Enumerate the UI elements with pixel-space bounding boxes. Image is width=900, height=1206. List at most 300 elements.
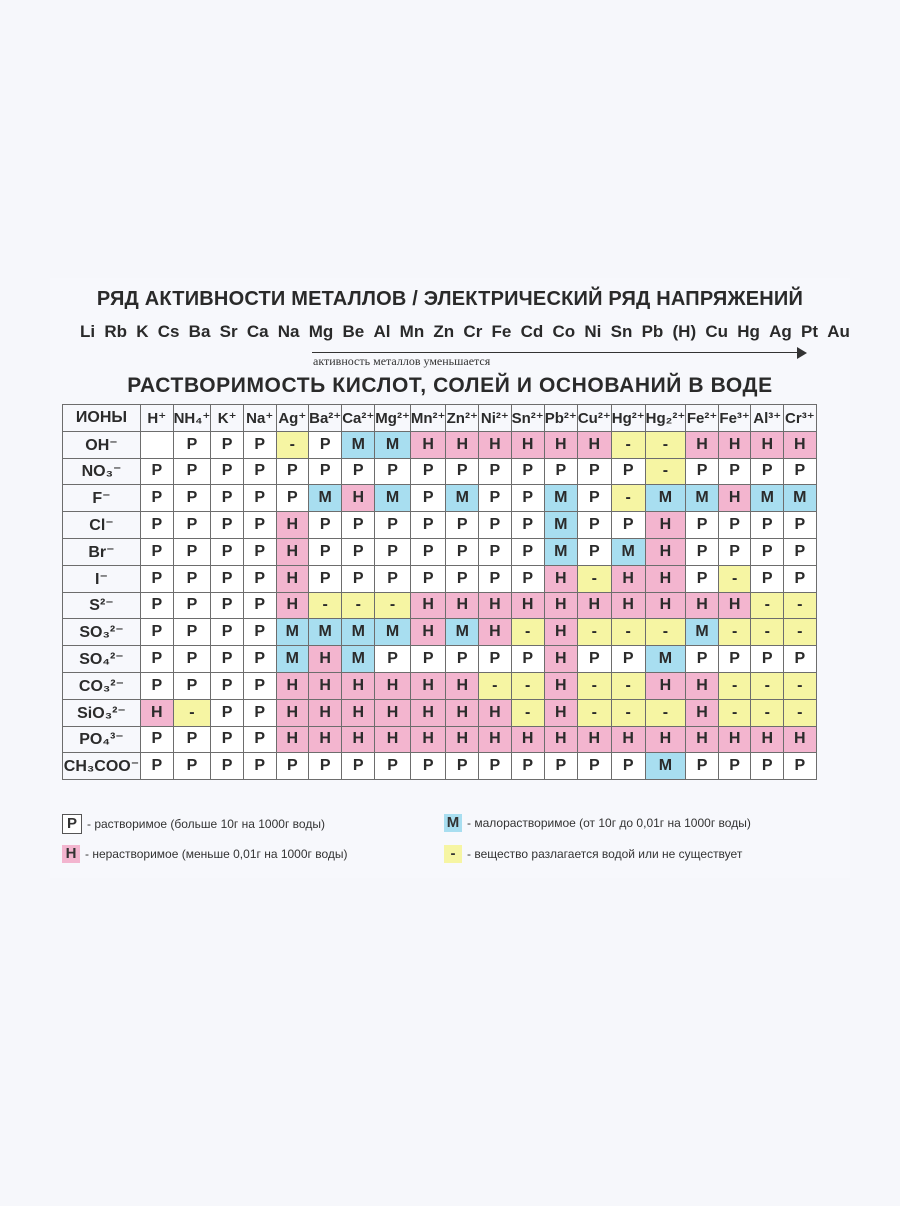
solubility-cell: - xyxy=(611,485,645,512)
anion-label: NO₃⁻ xyxy=(63,458,141,485)
solubility-cell: - xyxy=(276,431,309,458)
solubility-cell: P xyxy=(342,753,375,780)
solubility-cell: H xyxy=(544,726,577,753)
solubility-cell: - xyxy=(718,672,751,699)
metal-symbol: Mn xyxy=(399,322,425,341)
solubility-cell: P xyxy=(511,753,544,780)
solubility-cell: P xyxy=(141,753,174,780)
solubility-cell: M xyxy=(342,646,375,673)
solubility-cell: H xyxy=(446,431,479,458)
anion-label: I⁻ xyxy=(63,565,141,592)
solubility-cell: P xyxy=(375,646,411,673)
solubility-cell: H xyxy=(577,726,611,753)
cation-header: Hg²⁺ xyxy=(611,405,645,432)
solubility-cell: M xyxy=(375,485,411,512)
solubility-cell: P xyxy=(141,726,174,753)
solubility-cell: P xyxy=(751,458,784,485)
solubility-cell: H xyxy=(645,726,686,753)
solubility-cell: M xyxy=(375,431,411,458)
table-row xyxy=(63,485,817,512)
solubility-cell: P xyxy=(511,512,544,539)
solubility-title: РАСТВОРИМОСТЬ КИСЛОТ, СОЛЕЙ И ОСНОВАНИЙ В ВОДЕ xyxy=(127,374,773,397)
legend-soluble-text: - растворимое (больше 10г на 1000г воды) xyxy=(87,817,325,831)
solubility-cell: M xyxy=(544,485,577,512)
solubility-cell: P xyxy=(751,538,784,565)
solubility-cell: H xyxy=(611,592,645,619)
solubility-cell: H xyxy=(544,592,577,619)
solubility-cell: - xyxy=(577,672,611,699)
solubility-cell: P xyxy=(173,592,211,619)
anion-label: OH⁻ xyxy=(63,431,141,458)
solubility-cell: P xyxy=(784,458,817,485)
solubility-cell: P xyxy=(309,538,342,565)
solubility-cell: P xyxy=(342,538,375,565)
solubility-cell: H xyxy=(784,726,817,753)
solubility-cell: P xyxy=(511,458,544,485)
solubility-cell: P xyxy=(479,646,512,673)
solubility-cell: P xyxy=(141,619,174,646)
solubility-cell: - xyxy=(784,672,817,699)
solubility-cell: P xyxy=(173,646,211,673)
solubility-cell: M xyxy=(276,646,309,673)
solubility-cell: P xyxy=(479,753,512,780)
table-row xyxy=(63,431,817,458)
anion-label: S²⁻ xyxy=(63,592,141,619)
solubility-cell: P xyxy=(410,753,446,780)
table-row xyxy=(63,672,817,699)
metal-symbol: Cs xyxy=(157,322,180,341)
solubility-cell: M xyxy=(611,538,645,565)
solubility-cell: P xyxy=(686,753,719,780)
legend-decomposes-text: - вещество разлагается водой или не существует xyxy=(467,847,743,861)
metal-symbol: Na xyxy=(277,322,300,341)
cation-header: Ag⁺ xyxy=(276,405,309,432)
metal-symbol: Li xyxy=(80,322,96,341)
metal-symbol: Cu xyxy=(705,322,729,341)
cation-header: Na⁺ xyxy=(243,405,276,432)
solubility-cell: M xyxy=(544,538,577,565)
solubility-cell: P xyxy=(141,512,174,539)
legend-insoluble-symbol: H xyxy=(62,845,80,863)
solubility-cell: M xyxy=(342,619,375,646)
solubility-cell: P xyxy=(577,458,611,485)
solubility-cell: - xyxy=(751,592,784,619)
solubility-cell: H xyxy=(141,699,174,726)
solubility-cell: P xyxy=(784,512,817,539)
solubility-cell: - xyxy=(645,619,686,646)
table-row xyxy=(63,458,817,485)
solubility-cell: P xyxy=(446,458,479,485)
legend-soluble xyxy=(62,814,325,834)
metal-symbol: K xyxy=(136,322,149,341)
solubility-cell: P xyxy=(309,431,342,458)
anion-label: CH₃COO⁻ xyxy=(63,753,141,780)
solubility-cell: P xyxy=(375,753,411,780)
table-row xyxy=(63,619,817,646)
metal-symbol: Al xyxy=(373,322,391,341)
solubility-cell: P xyxy=(544,753,577,780)
activity-series-title: РЯД АКТИВНОСТИ МЕТАЛЛОВ / ЭЛЕКТРИЧЕСКИЙ РЯД НАПРЯЖЕНИЙ xyxy=(96,288,804,310)
solubility-cell: P xyxy=(173,753,211,780)
solubility-cell: H xyxy=(276,565,309,592)
legend-slightly-soluble-text: - малорастворимое (от 10г до 0,01г на 1000г воды) xyxy=(467,816,751,830)
solubility-cell: P xyxy=(211,726,244,753)
solubility-cell: P xyxy=(718,753,751,780)
solubility-cell: P xyxy=(173,726,211,753)
solubility-cell: H xyxy=(479,431,512,458)
solubility-cell: P xyxy=(446,753,479,780)
metal-symbol: Ni xyxy=(584,322,602,341)
solubility-cell: P xyxy=(141,672,174,699)
solubility-cell: - xyxy=(784,592,817,619)
solubility-cell: P xyxy=(577,485,611,512)
metal-symbol: Hg xyxy=(737,322,760,341)
solubility-cell: P xyxy=(686,458,719,485)
solubility-cell: H xyxy=(544,672,577,699)
solubility-cell: H xyxy=(410,672,446,699)
solubility-cell: P xyxy=(342,565,375,592)
solubility-cell: H xyxy=(686,726,719,753)
anion-label: SiO₃²⁻ xyxy=(63,699,141,726)
solubility-cell: H xyxy=(686,699,719,726)
solubility-cell: H xyxy=(309,699,342,726)
solubility-cell: H xyxy=(479,619,512,646)
solubility-cell: M xyxy=(375,619,411,646)
anion-label: PO₄³⁻ xyxy=(63,726,141,753)
metal-symbol: Sn xyxy=(610,322,633,341)
solubility-cell: P xyxy=(686,565,719,592)
solubility-cell: H xyxy=(276,538,309,565)
cation-header: Cr³⁺ xyxy=(784,405,817,432)
solubility-cell: P xyxy=(611,646,645,673)
solubility-cell: H xyxy=(611,726,645,753)
solubility-cell: P xyxy=(686,646,719,673)
solubility-cell: H xyxy=(718,431,751,458)
solubility-cell: H xyxy=(375,699,411,726)
solubility-cell: P xyxy=(141,458,174,485)
solubility-cell: H xyxy=(309,726,342,753)
solubility-cell: P xyxy=(243,672,276,699)
solubility-cell: - xyxy=(577,699,611,726)
solubility-cell: M xyxy=(645,753,686,780)
solubility-cell: H xyxy=(511,592,544,619)
solubility-cell: M xyxy=(686,619,719,646)
solubility-cell: H xyxy=(751,431,784,458)
solubility-table xyxy=(62,404,817,780)
solubility-cell: H xyxy=(686,672,719,699)
solubility-cell: P xyxy=(410,512,446,539)
metal-symbol: Co xyxy=(552,322,576,341)
solubility-cell: - xyxy=(577,619,611,646)
solubility-cell: P xyxy=(446,646,479,673)
solubility-cell: H xyxy=(544,619,577,646)
metal-symbol: (H) xyxy=(672,322,697,341)
solubility-cell: P xyxy=(243,565,276,592)
solubility-cell: P xyxy=(243,431,276,458)
solubility-cell: P xyxy=(141,646,174,673)
solubility-cell: H xyxy=(446,699,479,726)
solubility-cell: P xyxy=(243,485,276,512)
solubility-cell: H xyxy=(276,726,309,753)
solubility-cell: P xyxy=(577,512,611,539)
solubility-cell: P xyxy=(544,458,577,485)
solubility-cell: H xyxy=(479,592,512,619)
solubility-cell: P xyxy=(243,753,276,780)
anion-label: F⁻ xyxy=(63,485,141,512)
solubility-cell: H xyxy=(309,672,342,699)
solubility-cell: H xyxy=(276,699,309,726)
solubility-cell: P xyxy=(141,485,174,512)
solubility-cell: H xyxy=(479,726,512,753)
solubility-cell: P xyxy=(375,565,411,592)
solubility-cell: H xyxy=(718,726,751,753)
solubility-cell: - xyxy=(784,619,817,646)
solubility-cell: - xyxy=(611,431,645,458)
solubility-cell: P xyxy=(243,699,276,726)
solubility-cell: P xyxy=(784,538,817,565)
solubility-cell: P xyxy=(577,646,611,673)
solubility-cell: P xyxy=(211,458,244,485)
solubility-cell: H xyxy=(718,592,751,619)
solubility-cell: P xyxy=(611,458,645,485)
table-row xyxy=(63,592,817,619)
solubility-cell: P xyxy=(141,565,174,592)
metal-symbol: Ca xyxy=(246,322,269,341)
solubility-cell: P xyxy=(751,646,784,673)
solubility-cell: P xyxy=(410,458,446,485)
solubility-cell: M xyxy=(645,485,686,512)
solubility-cell: P xyxy=(410,565,446,592)
solubility-cell: H xyxy=(611,565,645,592)
solubility-cell: P xyxy=(211,699,244,726)
solubility-cell: H xyxy=(686,592,719,619)
table-row xyxy=(63,699,817,726)
solubility-cell: P xyxy=(410,646,446,673)
solubility-cell: P xyxy=(718,538,751,565)
solubility-cell: - xyxy=(718,619,751,646)
anion-label: CO₃²⁻ xyxy=(63,672,141,699)
metal-symbol: Au xyxy=(827,322,850,341)
metal-symbol: Zn xyxy=(433,322,455,341)
cation-header: H⁺ xyxy=(141,405,174,432)
solubility-cell: P xyxy=(243,512,276,539)
solubility-cell: P xyxy=(375,512,411,539)
solubility-card xyxy=(50,278,850,878)
solubility-cell: - xyxy=(611,699,645,726)
solubility-cell: P xyxy=(342,512,375,539)
solubility-cell: H xyxy=(309,646,342,673)
cation-header: K⁺ xyxy=(211,405,244,432)
table-row xyxy=(63,512,817,539)
solubility-cell: P xyxy=(511,485,544,512)
solubility-cell: P xyxy=(309,565,342,592)
solubility-cell: H xyxy=(645,592,686,619)
solubility-cell: H xyxy=(410,431,446,458)
solubility-cell: M xyxy=(342,431,375,458)
solubility-cell: M xyxy=(645,646,686,673)
solubility-cell: M xyxy=(276,619,309,646)
solubility-cell: - xyxy=(511,619,544,646)
legend-insoluble-text: - нерастворимое (меньше 0,01г на 1000г воды) xyxy=(85,847,348,861)
solubility-cell: P xyxy=(173,672,211,699)
cation-header: Mn²⁺ xyxy=(410,405,446,432)
solubility-cell: - xyxy=(645,431,686,458)
cation-header: Fe²⁺ xyxy=(686,405,719,432)
solubility-cell: P xyxy=(479,485,512,512)
solubility-cell: - xyxy=(309,592,342,619)
solubility-cell: H xyxy=(784,431,817,458)
metal-symbol: Be xyxy=(342,322,365,341)
solubility-cell: H xyxy=(686,431,719,458)
solubility-cell: - xyxy=(718,699,751,726)
legend-soluble-symbol: P xyxy=(62,814,82,834)
solubility-cell: P xyxy=(479,458,512,485)
solubility-cell: P xyxy=(211,753,244,780)
solubility-cell: H xyxy=(511,431,544,458)
solubility-cell: H xyxy=(645,512,686,539)
solubility-cell: M xyxy=(309,619,342,646)
solubility-cell: - xyxy=(751,619,784,646)
solubility-cell: H xyxy=(645,672,686,699)
solubility-cell: H xyxy=(342,672,375,699)
solubility-cell: H xyxy=(645,538,686,565)
table-row xyxy=(63,565,817,592)
solubility-cell: H xyxy=(342,726,375,753)
solubility-cell: - xyxy=(173,699,211,726)
solubility-cell: P xyxy=(446,565,479,592)
table-row xyxy=(63,726,817,753)
solubility-cell: - xyxy=(511,672,544,699)
metal-activity-series xyxy=(80,322,850,342)
cation-header: Ca²⁺ xyxy=(342,405,375,432)
solubility-cell: P xyxy=(751,565,784,592)
solubility-cell: - xyxy=(645,699,686,726)
metal-symbol: Cd xyxy=(520,322,544,341)
solubility-cell: P xyxy=(141,538,174,565)
metal-symbol: Rb xyxy=(104,322,127,341)
anion-label: Br⁻ xyxy=(63,538,141,565)
solubility-cell: H xyxy=(446,672,479,699)
solubility-cell: H xyxy=(544,431,577,458)
solubility-cell: - xyxy=(718,565,751,592)
solubility-cell: H xyxy=(342,699,375,726)
solubility-cell: P xyxy=(784,646,817,673)
solubility-cell: P xyxy=(375,538,411,565)
legend-slightly-soluble-symbol: M xyxy=(444,814,462,832)
solubility-cell: - xyxy=(751,672,784,699)
solubility-cell: H xyxy=(544,699,577,726)
cation-header: Hg₂²⁺ xyxy=(645,405,686,432)
solubility-cell: M xyxy=(544,512,577,539)
solubility-cell: P xyxy=(479,538,512,565)
metal-symbol: Ag xyxy=(769,322,792,341)
solubility-cell: P xyxy=(211,485,244,512)
solubility-cell: M xyxy=(751,485,784,512)
activity-arrow-label: активность металлов уменьшается xyxy=(313,354,491,368)
solubility-cell: P xyxy=(479,565,512,592)
solubility-cell: - xyxy=(375,592,411,619)
solubility-cell: P xyxy=(511,646,544,673)
solubility-cell: P xyxy=(718,458,751,485)
solubility-cell: H xyxy=(410,619,446,646)
solubility-cell: P xyxy=(211,512,244,539)
solubility-cell: H xyxy=(544,646,577,673)
solubility-cell: M xyxy=(446,619,479,646)
solubility-cell: P xyxy=(141,592,174,619)
solubility-cell: P xyxy=(211,619,244,646)
solubility-cell: P xyxy=(375,458,411,485)
solubility-cell: P xyxy=(410,485,446,512)
solubility-cell: P xyxy=(173,538,211,565)
metal-symbol: Fe xyxy=(491,322,512,341)
solubility-cell: H xyxy=(410,699,446,726)
solubility-cell: - xyxy=(784,699,817,726)
legend-slightly-soluble xyxy=(444,814,751,832)
metal-symbol: Pb xyxy=(641,322,664,341)
solubility-cell: P xyxy=(276,458,309,485)
table-header-row xyxy=(63,405,817,432)
solubility-cell: M xyxy=(784,485,817,512)
solubility-cell: - xyxy=(751,699,784,726)
metal-symbol: Pt xyxy=(801,322,819,341)
solubility-cell: P xyxy=(211,646,244,673)
cation-header: Fe³⁺ xyxy=(718,405,751,432)
solubility-cell: H xyxy=(446,726,479,753)
solubility-cell: P xyxy=(211,538,244,565)
cation-header: Pb²⁺ xyxy=(544,405,577,432)
solubility-cell: P xyxy=(577,538,611,565)
solubility-cell: P xyxy=(243,458,276,485)
solubility-cell: P xyxy=(276,485,309,512)
solubility-cell: P xyxy=(784,565,817,592)
solubility-cell: P xyxy=(243,726,276,753)
table-row xyxy=(63,753,817,780)
solubility-cell: - xyxy=(645,458,686,485)
cation-header: Cu²⁺ xyxy=(577,405,611,432)
solubility-cell: P xyxy=(211,565,244,592)
solubility-cell: P xyxy=(211,592,244,619)
solubility-cell xyxy=(141,431,174,458)
cation-header: Ba²⁺ xyxy=(309,405,342,432)
solubility-cell: P xyxy=(309,512,342,539)
solubility-cell: P xyxy=(276,753,309,780)
solubility-cell: H xyxy=(375,726,411,753)
solubility-cell: P xyxy=(309,753,342,780)
solubility-cell: P xyxy=(243,646,276,673)
solubility-cell: P xyxy=(686,538,719,565)
solubility-cell: - xyxy=(611,619,645,646)
table-row xyxy=(63,646,817,673)
solubility-cell: H xyxy=(577,431,611,458)
solubility-cell: P xyxy=(611,512,645,539)
metal-symbol: Mg xyxy=(308,322,334,341)
solubility-cell: H xyxy=(410,726,446,753)
solubility-cell: P xyxy=(479,512,512,539)
solubility-cell: M xyxy=(309,485,342,512)
solubility-cell: P xyxy=(511,538,544,565)
solubility-cell: H xyxy=(544,565,577,592)
solubility-cell: H xyxy=(276,592,309,619)
anion-label: SO₄²⁻ xyxy=(63,646,141,673)
legend-decomposes xyxy=(444,845,742,863)
solubility-cell: - xyxy=(342,592,375,619)
solubility-cell: H xyxy=(645,565,686,592)
solubility-cell: P xyxy=(751,512,784,539)
cation-header: NH₄⁺ xyxy=(173,405,211,432)
solubility-cell: P xyxy=(410,538,446,565)
solubility-cell: H xyxy=(577,592,611,619)
solubility-cell: P xyxy=(611,753,645,780)
